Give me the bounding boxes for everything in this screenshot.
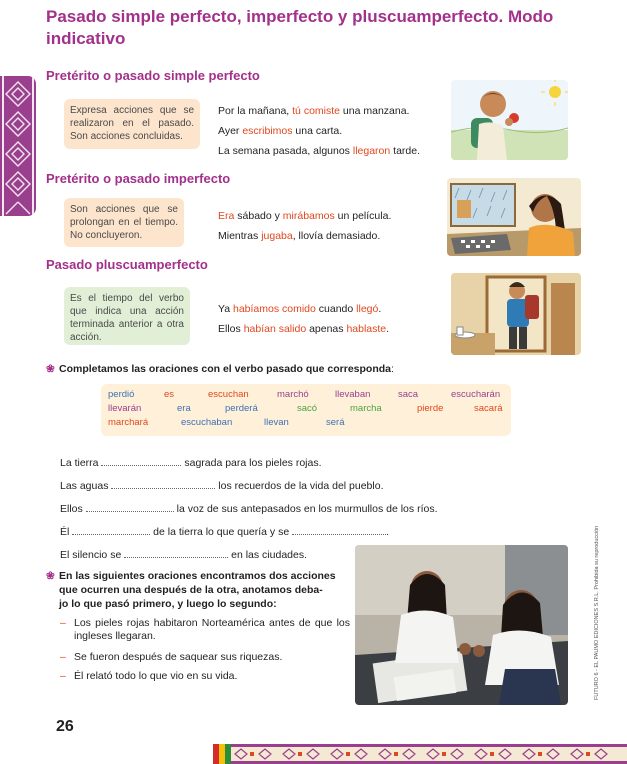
answer-blank[interactable] xyxy=(86,502,174,512)
definition-box-pluperfect: Es el tiempo del verbo que indica una acción terminada anterior a otra acción. xyxy=(64,287,190,345)
word-bank-word: era xyxy=(177,403,191,414)
word-bank-word: marcha xyxy=(350,403,382,414)
word-bank-word: sacará xyxy=(474,403,503,414)
example-sentence: La semana pasada, algunos llegaron tarde. xyxy=(218,145,421,157)
flower-bullet-icon: ❀ xyxy=(46,363,55,375)
answer-blank[interactable] xyxy=(292,525,386,535)
examples-imperfect xyxy=(218,206,391,246)
fill-sentence-3: Ellos la voz de sus antepasados en los murmullos de los ríos. xyxy=(60,503,438,515)
fill-sentence-1: La tierra sagrada para los pieles rojas. xyxy=(60,457,322,469)
answer-blank[interactable] xyxy=(124,548,228,558)
exercise-item-2: – Se fueron después de saquear sus riquezas. xyxy=(60,651,283,663)
answer-blank[interactable] xyxy=(101,456,181,466)
fill-sentence-2: Las aguas los recuerdos de la vida del pueblo. xyxy=(60,480,384,492)
word-bank-word: marchará xyxy=(108,417,149,428)
fill-sentence-5: El silencio se en las ciudades. xyxy=(60,549,308,561)
boy-eating-apple-illustration xyxy=(451,80,568,160)
definition-box-simple-perfect: Expresa acciones que se realizaron en el pasado. Son acciones concluidas. xyxy=(64,99,200,149)
word-bank-word: marchó xyxy=(277,389,309,400)
example-sentence: Ayer escribimos una carta. xyxy=(218,125,343,137)
copyright-credit: FUTURO 6 - EL PAUMO EDICIONES S.R.L. Prohibida su reproducción xyxy=(594,525,600,700)
fill-sentence-4: Él de la tierra lo que quería y se . xyxy=(60,526,390,538)
page-title: Pasado simple perfecto, imperfecto y pluscuamperfecto. Modo indicativo xyxy=(46,7,554,48)
page-number: 26 xyxy=(56,718,74,735)
section-heading-pluperfect: Pasado pluscuamperfecto xyxy=(46,257,208,272)
woven-pattern-icon xyxy=(213,744,627,764)
flower-bullet-icon: ❀ xyxy=(46,570,55,582)
word-bank-word: será xyxy=(326,417,345,428)
example-sentence: Ya habíamos comido cuando llegó. xyxy=(218,303,382,315)
section-heading-simple-perfect: Pretérito o pasado simple perfecto xyxy=(46,68,260,83)
example-sentence: Era sábado y mirábamos un película. xyxy=(218,210,392,222)
word-bank-word: llevan xyxy=(264,417,289,428)
word-bank xyxy=(101,384,511,436)
exercise-instruction-1: ❀ Completamos las oraciones con el verbo pasado que corresponda: xyxy=(46,363,394,375)
word-bank-word: pierde xyxy=(417,403,444,414)
word-bank-word: escuchan xyxy=(208,389,249,400)
andean-pattern-icon xyxy=(0,76,36,216)
word-bank-word: escuchaban xyxy=(181,417,233,428)
exercise-item-1: – Los pieles rojas habitaron Norteamérica antes de que los ingleses llegaran. xyxy=(60,617,350,642)
example-sentence: Mientras jugaba, llovía demasiado. xyxy=(218,230,381,242)
answer-blank[interactable] xyxy=(72,525,150,535)
example-sentence: Ellos habían salido apenas hablaste. xyxy=(218,323,390,335)
section-heading-imperfect: Pretérito o pasado imperfecto xyxy=(46,171,231,186)
word-bank-word: escucharán xyxy=(451,389,501,400)
students-classroom-photo xyxy=(355,545,568,705)
examples-simple-perfect xyxy=(218,101,420,161)
word-bank-word: llevaban xyxy=(335,389,371,400)
examples-pluperfect xyxy=(218,299,389,339)
word-bank-word: perdió xyxy=(108,389,135,400)
word-bank-word: llevarán xyxy=(108,403,142,414)
word-bank-word: saca xyxy=(398,389,419,400)
word-bank-word: es xyxy=(164,389,175,400)
word-bank-word: perderá xyxy=(225,403,258,414)
girl-watching-rain-illustration xyxy=(447,178,581,256)
man-arriving-door-illustration xyxy=(451,273,581,355)
answer-blank[interactable] xyxy=(111,479,215,489)
side-decorative-band xyxy=(0,76,36,216)
exercise-item-3: – Él relató todo lo que vio en su vida. xyxy=(60,670,238,682)
exercise-instruction-2: ❀ En las siguientes oraciones encontramos dos acciones que ocurren una después de la otra, anotamos deba- jo lo que pasó primero, y luego lo segundo: xyxy=(46,570,336,610)
bottom-decorative-band xyxy=(213,744,627,764)
definition-box-imperfect: Son acciones que se prolongan en el tiempo. No concluyeron. xyxy=(64,198,184,247)
word-bank-word: sacó xyxy=(297,403,318,414)
example-sentence: Por la mañana, tú comiste una manzana. xyxy=(218,105,410,117)
